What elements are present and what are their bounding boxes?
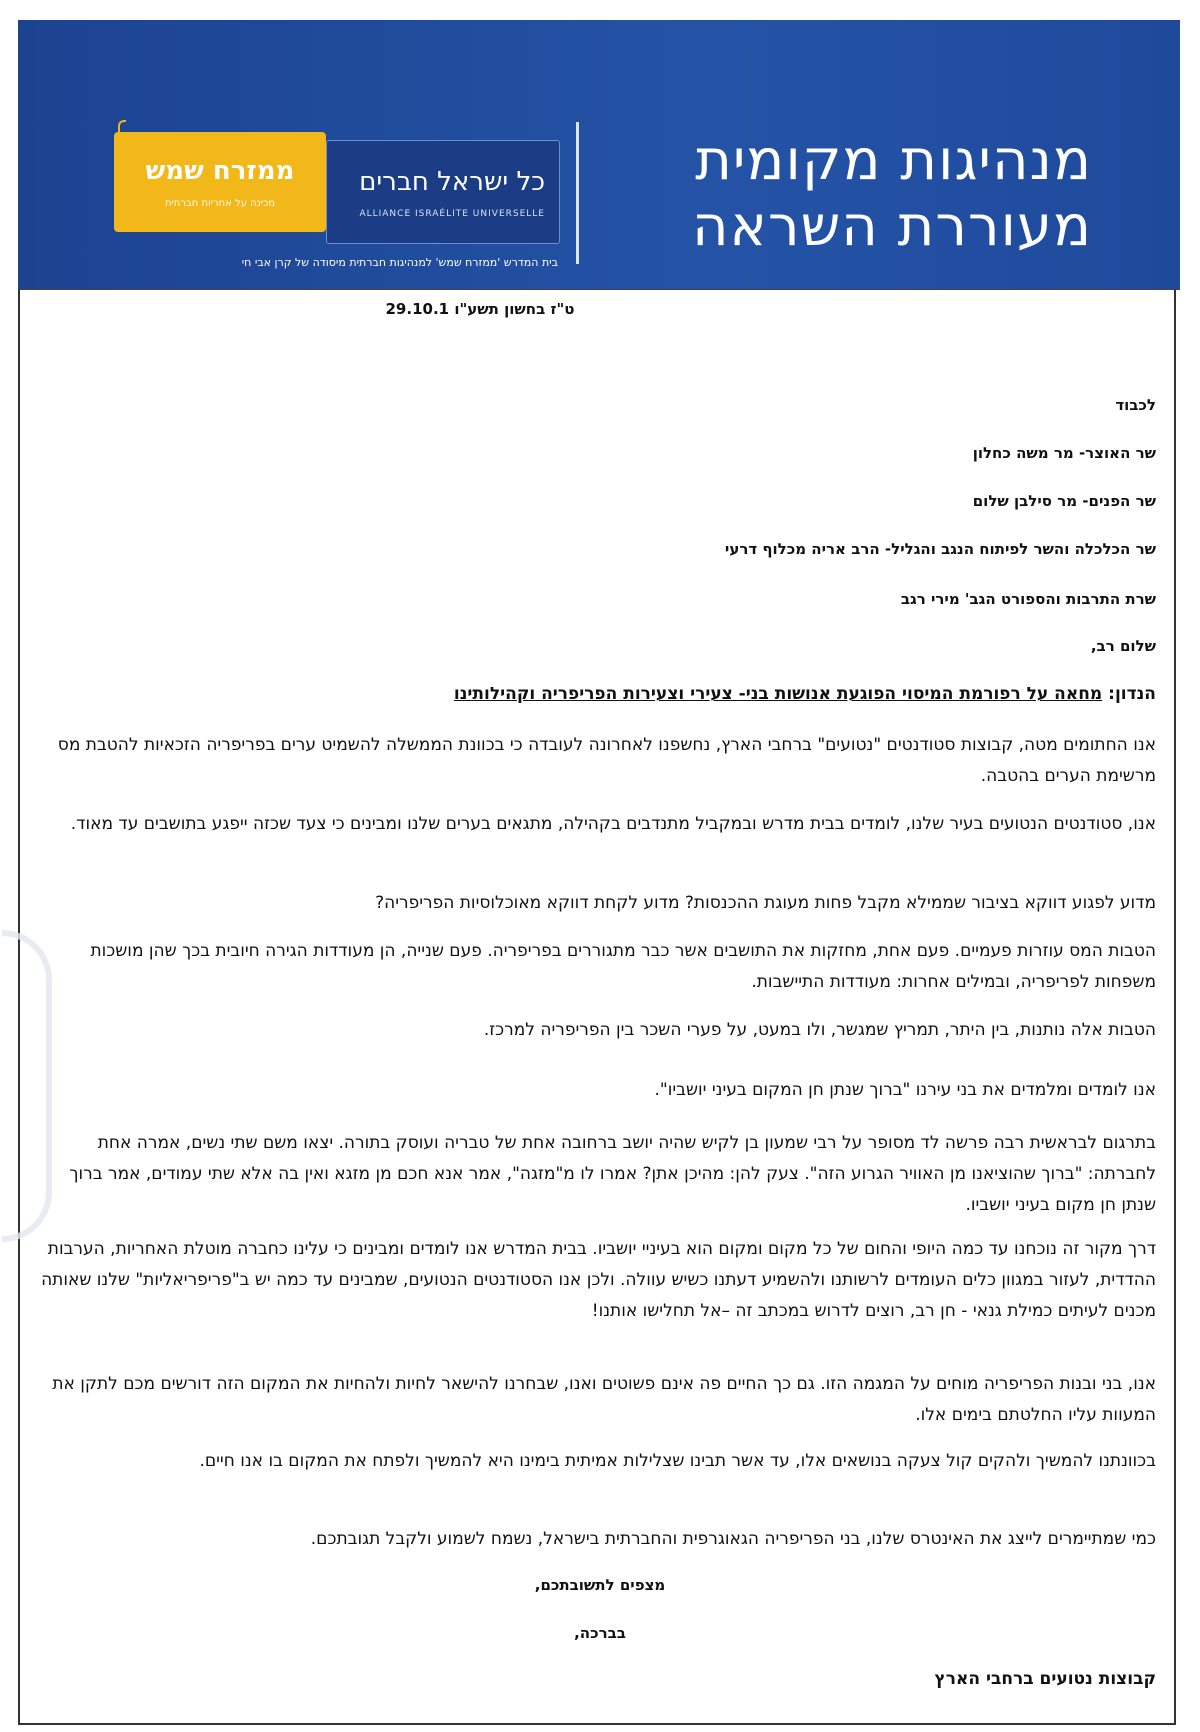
greeting: שלום רב, [1090, 637, 1156, 655]
paragraph-10: בכוונתנו להמשיך ולהקים קול צעקה בנושאים אלו, עד אשר תבינו שצלילות אמיתית בימינו היא להמשיך ולפתח את המקום בו אנו חיים. [199, 1451, 1156, 1471]
recipient-interior-minister: שר הפנים- מר סילבן שלום [972, 492, 1156, 510]
paragraph-4: הטבות המס עוזרות פעמיים. פעם אחת, מחזקות את התושבים אשר כבר מתגוררים בפריפריה. פעם שנייה, הן מעודדות הגירה חיובית בכך שהן מושכות משפחות לפריפריה, ובמילים אחרות: מעודדות התיישבות. [90, 941, 1156, 992]
banner-divider [576, 122, 579, 264]
paragraph-5: הטבות אלה נותנות, בין היתר, תמריץ שמגשר, ולו במעט, על פערי השכר בין הפריפריה למרכז. [483, 1020, 1156, 1040]
banner-tagline: בית המדרש 'ממזרח שמש' למנהיגות חברתית מיסודה של קרן אבי חי [241, 256, 558, 269]
paragraph-9: אנו, בני ובנות הפריפריה מוחים על המגמה הזו. גם כך החיים פה אינם פשוטים ואנו, שבחרנו להישאר לחיות ולהחיות את המקום הזה דורשים מכם לתקן את המעוות עליו החלטתם בימים אלו. [52, 1374, 1156, 1425]
logo-blue-text: כל ישראל חברים [359, 167, 545, 197]
logo-yellow-subtext: מכינה על אחריות חברתית [164, 198, 276, 209]
subject-label: הנדון: [1108, 684, 1156, 704]
paragraph-11: כמי שמתיימרים לייצג את האינטרס שלנו, בני הפריפריה הגאוגרפית והחברתית בישראל, נשמח לשמוע ולקבל תגובתכם. [310, 1529, 1156, 1549]
paragraph-8: דרך מקור זה נוכחנו עד כמה היופי והחום של כל מקום ומקום הוא בעיניי יושביו. בבית המדרש אנו לומדים ומבינים כי עלינו כחברה מוטלת האחריות, הערבות ההדדית, לעזור במגוון כלים העומדים לרשותנו ולהשמיע דעתנו כשיש עוולה. ולכן אנו הסטודנטים הנטועים, שמבינים עד כמה יש ב"פריפריאליות" שלנו שאותה מכנים לעיתים כמילת גנאי - חן רב, רוצים לדרוש במכתב זה –אל תחלישו אותנו! [41, 1239, 1156, 1321]
paragraph-6: אנו לומדים ומלמדים את בני עירנו "ברוך שנתן חן המקום בעיני יושביו". [654, 1080, 1156, 1100]
recipient-finance-minister: שר האוצר- מר משה כחלון [972, 444, 1156, 462]
paragraph-3: מדוע לפגוע דווקא בציבור שממילא מקבל פחות מעוגת ההכנסות? מדוע לקחת דווקא מאוכלוסיות הפריפריה? [375, 893, 1156, 913]
logo-blue-subtext: ALLIANCE ISRAÉLITE UNIVERSELLE [359, 209, 545, 219]
title-line-1: מנהיגות מקומית [695, 128, 1092, 193]
banner-title [692, 128, 1092, 260]
regards-line: בברכה, [574, 1624, 626, 1642]
subject-line [454, 684, 1156, 704]
address-to: לכבוד [1115, 396, 1156, 414]
subject-text: מחאה על רפורמת המיסוי הפוגעת אנושות בני- צעירי וצעירות הפריפריה וקהילותינו [453, 684, 1103, 704]
paragraph-2: אנו, סטודנטים הנטועים בעיר שלנו, לומדים בבית מדרש ובמקביל מתנדבים בקהילה, מתגאים בערים שלנו ומבינים כי צעד שכזה ייפגע בתושבים עד מאוד. [70, 814, 1156, 834]
logo-yellow-text: ממזרח שמש [145, 156, 295, 186]
title-line-2: מעוררת השראה [691, 194, 1092, 259]
paragraph-7: בתרגום לבראשית רבה פרשה לד מסופר על רבי שמעון בן לקיש שהיה יושב ברחובה אחת של טבריה ועוסק בתורה. יצאו משם שתי נשים, אמרה אחת לחברתה: "ברוך שהוציאנו מן האוויר הגרוע הזה". צעק להן: מהיכן אתן? אמרו לו מ"מזגה", אמר אנא חכם מן מזגא ואין בה אלא שתי עמודים, אמר ברוך שנתן חן מקום בעיני יושביו. [69, 1133, 1156, 1215]
paragraph-1: אנו החתומים מטה, קבוצות סטודנטים "נטועים" ברחבי הארץ, נחשפנו לאחרונה לעובדה כי בכוונת הממשלה להשמיט ערים בפריפריה הזכאיות להטבת מס מרשימת הערים בהטבה. [57, 735, 1156, 786]
recipient-economy-minister: שר הכלכלה והשר לפיתוח הנגב והגליל- הרב אריה מכלוף דרעי [724, 540, 1156, 558]
recipient-culture-minister: שרת התרבות והספורט הגב' מירי רגב [900, 590, 1156, 608]
signature: קבוצות נטועים ברחבי הארץ [934, 1669, 1156, 1689]
mimizrach-shemesh-logo [114, 132, 326, 232]
closing-line: מצפים לתשובתכם, [534, 1576, 666, 1594]
kol-israel-haverim-logo [326, 140, 560, 244]
header-banner [18, 20, 1180, 290]
letter-date: ט"ז בחשון תשע"ו 29.10.1 [385, 300, 575, 318]
